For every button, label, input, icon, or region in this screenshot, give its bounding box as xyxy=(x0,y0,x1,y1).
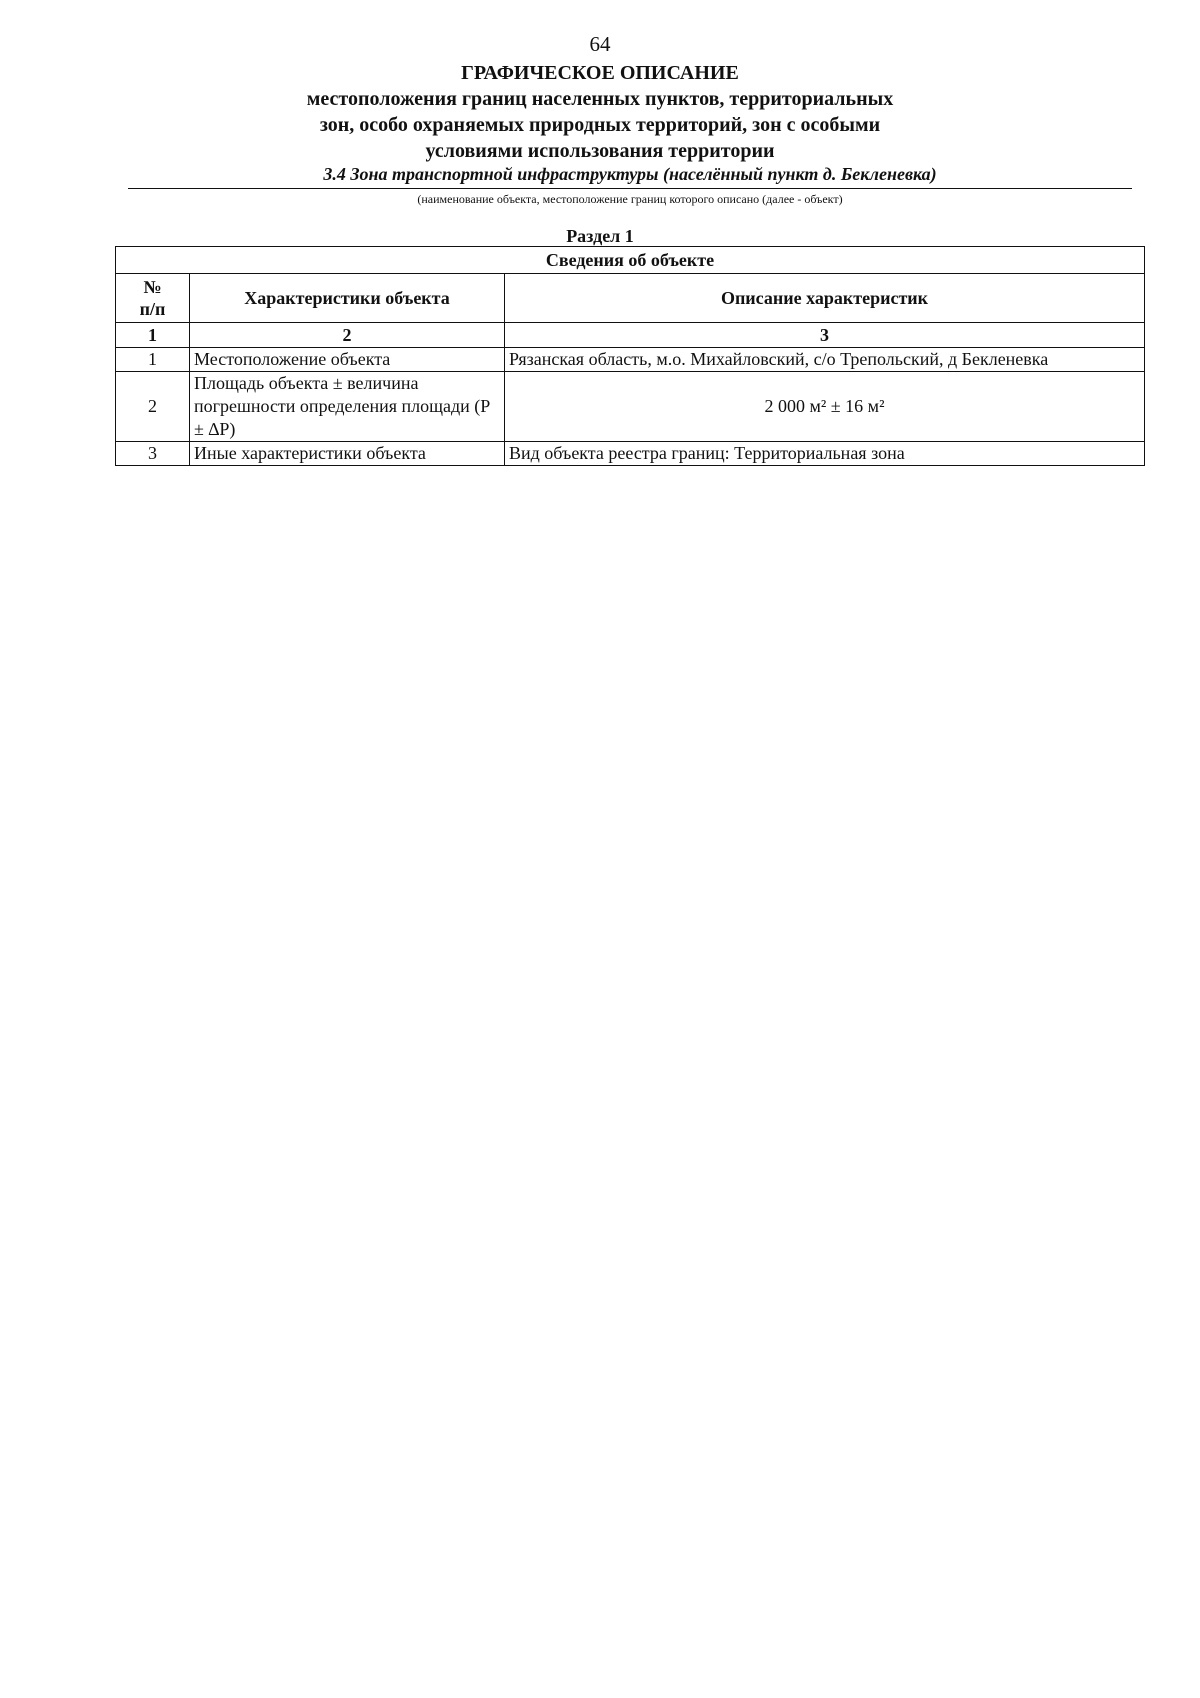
table-caption-row xyxy=(116,247,1145,274)
header-characteristic: Характеристики объекта xyxy=(190,274,505,323)
table-row xyxy=(116,372,1145,442)
row-characteristic: Площадь объекта ± величина погрешности определения площади (P ± ∆P) xyxy=(190,372,505,442)
document-subtitle-line-3: условиями использования территории xyxy=(425,140,775,162)
table-row xyxy=(116,348,1145,372)
document-subtitle-line-1: местоположения границ населенных пунктов, территориальных xyxy=(306,88,894,110)
header-description: Описание характеристик xyxy=(505,274,1145,323)
section-title: Раздел 1 xyxy=(566,226,634,246)
page-number: 64 xyxy=(589,32,611,56)
object-name-underline xyxy=(128,188,1132,189)
column-number-1: 1 xyxy=(116,323,190,348)
row-characteristic: Местоположение объекта xyxy=(190,348,505,372)
header-number: № п/п xyxy=(116,274,190,323)
row-description: 2 000 м² ± 16 м² xyxy=(505,372,1145,442)
row-number: 2 xyxy=(116,372,190,442)
table-caption: Сведения об объекте xyxy=(116,247,1145,274)
column-number-2: 2 xyxy=(190,323,505,348)
table-row xyxy=(116,442,1145,466)
document-title: ГРАФИЧЕСКОЕ ОПИСАНИЕ xyxy=(461,62,739,84)
column-number-3: 3 xyxy=(505,323,1145,348)
object-name-caption: (наименование объекта, местоположение границ которого описано (далее - объект) xyxy=(417,192,843,206)
title-block xyxy=(150,60,1050,164)
row-number: 3 xyxy=(116,442,190,466)
row-number: 1 xyxy=(116,348,190,372)
object-info-table xyxy=(115,246,1145,466)
column-numbers-row xyxy=(116,323,1145,348)
row-description: Рязанская область, м.о. Михайловский, с/о Трепольский, д Бекленевка xyxy=(505,348,1145,372)
object-name: 3.4 Зона транспортной инфраструктуры (населённый пункт д. Бекленевка) xyxy=(323,164,937,184)
row-characteristic: Иные характеристики объекта xyxy=(190,442,505,466)
row-description: Вид объекта реестра границ: Территориальная зона xyxy=(505,442,1145,466)
table-header-row xyxy=(116,274,1145,323)
document-subtitle-line-2: зон, особо охраняемых природных территорий, зон с особыми xyxy=(319,114,881,136)
